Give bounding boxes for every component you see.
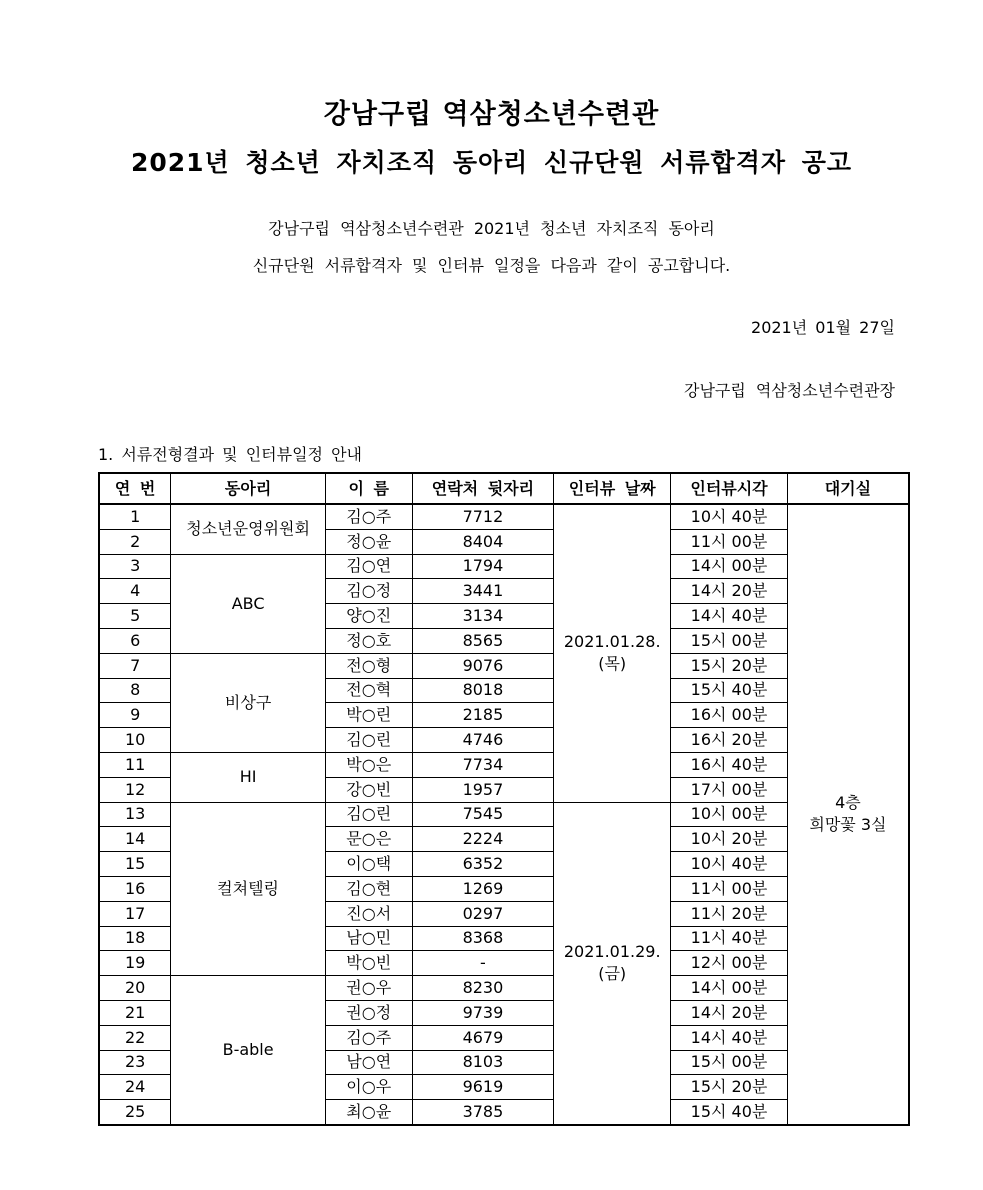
- applicant-name: 김○주: [325, 1025, 412, 1050]
- row-number: 21: [99, 1000, 171, 1025]
- interview-time: 14시 00분: [671, 554, 788, 579]
- row-number: 9: [99, 703, 171, 728]
- row-number: 1: [99, 504, 171, 529]
- applicant-name: 권○우: [325, 976, 412, 1001]
- row-number: 12: [99, 777, 171, 802]
- applicant-name: 김○정: [325, 579, 412, 604]
- interview-time: 16시 00분: [671, 703, 788, 728]
- announcement-date: 2021년 01월 27일: [751, 318, 895, 337]
- row-number: 22: [99, 1025, 171, 1050]
- waiting-room: [787, 504, 909, 1125]
- interview-time: 15시 20분: [671, 653, 788, 678]
- interview-time: 17시 00분: [671, 777, 788, 802]
- phone-last-digits: 4679: [412, 1025, 554, 1050]
- club-name: ABC: [171, 554, 326, 653]
- row-number: 17: [99, 901, 171, 926]
- interview-date: [554, 504, 671, 802]
- header-name: 이 름: [325, 473, 412, 504]
- row-number: 24: [99, 1075, 171, 1100]
- club-name: HI: [171, 752, 326, 802]
- phone-last-digits: 7734: [412, 752, 554, 777]
- interview-date-value: 2021.01.29.: [563, 942, 661, 962]
- applicant-name: 강○빈: [325, 777, 412, 802]
- phone-last-digits: 2185: [412, 703, 554, 728]
- row-number: 16: [99, 876, 171, 901]
- interview-time: 11시 00분: [671, 529, 788, 554]
- phone-last-digits: 3785: [412, 1100, 554, 1125]
- applicant-name: 정○윤: [325, 529, 412, 554]
- applicant-name: 김○연: [325, 554, 412, 579]
- phone-last-digits: 9076: [412, 653, 554, 678]
- phone-last-digits: 6352: [412, 852, 554, 877]
- phone-last-digits: 1957: [412, 777, 554, 802]
- row-number: 7: [99, 653, 171, 678]
- interview-time: 14시 20분: [671, 579, 788, 604]
- interview-time: 12시 00분: [671, 951, 788, 976]
- header-waiting-room: 대기실: [787, 473, 909, 504]
- row-number: 15: [99, 852, 171, 877]
- interview-time: 16시 20분: [671, 728, 788, 753]
- phone-last-digits: 7712: [412, 504, 554, 529]
- phone-last-digits: 1794: [412, 554, 554, 579]
- interview-time: 14시 00분: [671, 976, 788, 1001]
- header-club: 동아리: [171, 473, 326, 504]
- waiting-room-name: 희망꽃 3실: [809, 815, 887, 835]
- interview-time: 15시 40분: [671, 678, 788, 703]
- club-name: B-able: [171, 976, 326, 1125]
- header-phone: 연락처 뒷자리: [412, 473, 554, 504]
- phone-last-digits: 8565: [412, 628, 554, 653]
- interview-day-of-week: (금): [598, 964, 627, 984]
- waiting-room-floor: 4층: [835, 793, 861, 813]
- phone-last-digits: 8230: [412, 976, 554, 1001]
- applicant-name: 김○린: [325, 802, 412, 827]
- header-no: 연 번: [99, 473, 171, 504]
- phone-last-digits: 9619: [412, 1075, 554, 1100]
- phone-last-digits: 8018: [412, 678, 554, 703]
- signature: 강남구립 역삼청소년수련관장: [683, 381, 895, 400]
- row-number: 5: [99, 604, 171, 629]
- applicant-name: 김○주: [325, 504, 412, 529]
- interview-date-value: 2021.01.28.: [563, 632, 661, 652]
- applicant-name: 전○혁: [325, 678, 412, 703]
- applicant-name: 양○진: [325, 604, 412, 629]
- interview-time: 14시 40분: [671, 1025, 788, 1050]
- applicant-name: 남○민: [325, 926, 412, 951]
- interview-time: 10시 00분: [671, 802, 788, 827]
- section-title: 1. 서류전형결과 및 인터뷰일정 안내: [98, 445, 362, 464]
- row-number: 8: [99, 678, 171, 703]
- interview-time: 11시 40분: [671, 926, 788, 951]
- header-interview-date: 인터뷰 날짜: [554, 473, 671, 504]
- row-number: 18: [99, 926, 171, 951]
- applicant-name: 최○윤: [325, 1100, 412, 1125]
- interview-time: 10시 40분: [671, 852, 788, 877]
- applicant-name: 이○우: [325, 1075, 412, 1100]
- table-row: [99, 504, 909, 529]
- club-name: 컬쳐텔링: [171, 802, 326, 976]
- interview-date: [554, 802, 671, 1125]
- row-number: 10: [99, 728, 171, 753]
- interview-time: 14시 20분: [671, 1000, 788, 1025]
- applicant-name: 진○서: [325, 901, 412, 926]
- applicant-name: 이○택: [325, 852, 412, 877]
- interview-time: 14시 40분: [671, 604, 788, 629]
- phone-last-digits: 8368: [412, 926, 554, 951]
- row-number: 11: [99, 752, 171, 777]
- applicant-name: 전○형: [325, 653, 412, 678]
- applicant-name: 박○빈: [325, 951, 412, 976]
- header-interview-time: 인터뷰시각: [671, 473, 788, 504]
- applicant-name: 정○호: [325, 628, 412, 653]
- intro-line-2: 신규단원 서류합격자 및 인터뷰 일정을 다음과 같이 공고합니다.: [252, 256, 731, 275]
- page-subtitle: 2021년 청소년 자치조직 동아리 신규단원 서류합격자 공고: [130, 148, 853, 177]
- applicant-name: 박○은: [325, 752, 412, 777]
- applicant-name: 남○연: [325, 1050, 412, 1075]
- row-number: 2: [99, 529, 171, 554]
- phone-last-digits: 0297: [412, 901, 554, 926]
- interview-time: 15시 40분: [671, 1100, 788, 1125]
- applicant-name: 박○린: [325, 703, 412, 728]
- row-number: 6: [99, 628, 171, 653]
- applicant-table: [98, 472, 910, 1126]
- phone-last-digits: 3134: [412, 604, 554, 629]
- interview-time: 11시 20분: [671, 901, 788, 926]
- applicant-name: 김○린: [325, 728, 412, 753]
- row-number: 14: [99, 827, 171, 852]
- phone-last-digits: -: [412, 951, 554, 976]
- applicant-name: 권○정: [325, 1000, 412, 1025]
- phone-last-digits: 7545: [412, 802, 554, 827]
- page-title: 강남구립 역삼청소년수련관: [323, 99, 660, 130]
- phone-last-digits: 2224: [412, 827, 554, 852]
- phone-last-digits: 1269: [412, 876, 554, 901]
- club-name: 청소년운영위원회: [171, 504, 326, 554]
- interview-day-of-week: (목): [598, 654, 627, 674]
- interview-time: 11시 00분: [671, 876, 788, 901]
- interview-time: 15시 20분: [671, 1075, 788, 1100]
- club-name: 비상구: [171, 653, 326, 752]
- applicant-name: 문○은: [325, 827, 412, 852]
- row-number: 23: [99, 1050, 171, 1075]
- interview-time: 15시 00분: [671, 628, 788, 653]
- phone-last-digits: 8404: [412, 529, 554, 554]
- phone-last-digits: 9739: [412, 1000, 554, 1025]
- phone-last-digits: 3441: [412, 579, 554, 604]
- interview-time: 10시 40분: [671, 504, 788, 529]
- row-number: 13: [99, 802, 171, 827]
- row-number: 25: [99, 1100, 171, 1125]
- interview-time: 16시 40분: [671, 752, 788, 777]
- table-header-row: [99, 473, 909, 504]
- row-number: 19: [99, 951, 171, 976]
- interview-time: 15시 00분: [671, 1050, 788, 1075]
- interview-time: 10시 20분: [671, 827, 788, 852]
- applicant-name: 김○현: [325, 876, 412, 901]
- table-body: [99, 504, 909, 1125]
- row-number: 4: [99, 579, 171, 604]
- row-number: 3: [99, 554, 171, 579]
- intro-line-1: 강남구립 역삼청소년수련관 2021년 청소년 자치조직 동아리: [268, 219, 715, 238]
- phone-last-digits: 8103: [412, 1050, 554, 1075]
- phone-last-digits: 4746: [412, 728, 554, 753]
- row-number: 20: [99, 976, 171, 1001]
